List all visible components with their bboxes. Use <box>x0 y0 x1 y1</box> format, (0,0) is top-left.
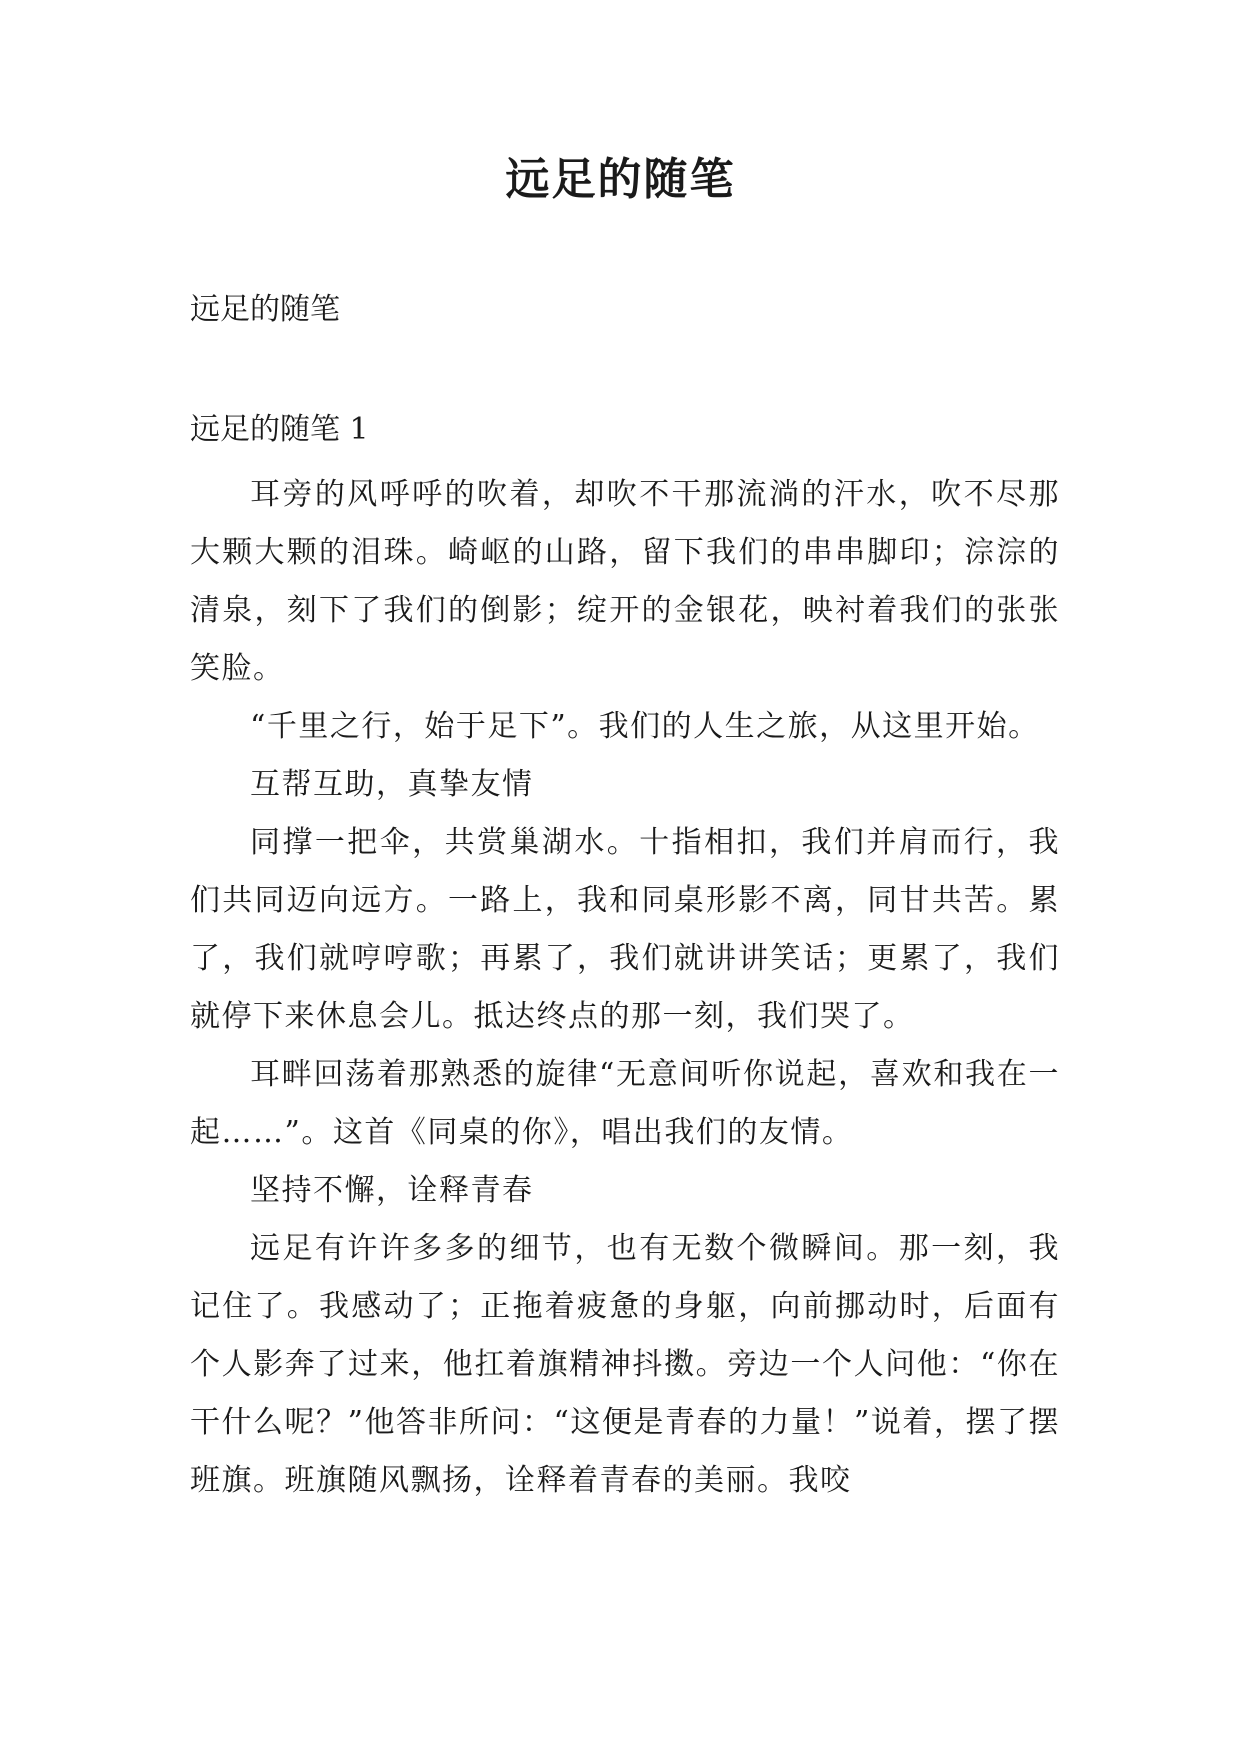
paragraph: 远足有许许多多的细节，也有无数个微瞬间。那一刻，我记住了。我感动了；正拖着疲惫的身躯，向前挪动时，后面有个人影奔了过来，他扛着旗精神抖擞。旁边一个人问他：“你在干什么呢？”他答非所问：“这便是青春的力量！”说着，摆了摆班旗。班旗随风飘扬，诠释着青春的美丽。我咬 <box>190 1231 1060 1498</box>
section-heading: 远足的随笔 1 <box>190 412 369 447</box>
subheading-paragraph: 互帮互助，真挚友情 <box>250 767 534 802</box>
subheading-paragraph: 坚持不懈，诠释青春 <box>250 1173 534 1208</box>
document-title: 远足的随笔 <box>505 154 736 205</box>
paragraph: 同撑一把伞，共赏巢湖水。十指相扣，我们并肩而行，我们共同迈向远方。一路上，我和同桌形影不离，同甘共苦。累了，我们就哼哼歌；再累了，我们就讲讲笑话；更累了，我们就停下来休息会儿。抵达终点的那一刻，我们哭了。 <box>190 825 1060 1034</box>
body-text <box>190 466 1060 1510</box>
document-subtitle: 远足的随笔 <box>190 292 340 327</box>
paragraph: 耳旁的风呼呼的吹着，却吹不干那流淌的汗水，吹不尽那大颗大颗的泪珠。崎岖的山路，留下我们的串串脚印；淙淙的清泉，刻下了我们的倒影；绽开的金银花，映衬着我们的张张笑脸。 <box>190 477 1060 686</box>
paragraph: “千里之行，始于足下”。我们的人生之旅，从这里开始。 <box>250 709 1040 744</box>
paragraph: 耳畔回荡着那熟悉的旋律“无意间听你说起，喜欢和我在一起……”。这首《同桌的你》，唱出我们的友情。 <box>190 1057 1060 1150</box>
